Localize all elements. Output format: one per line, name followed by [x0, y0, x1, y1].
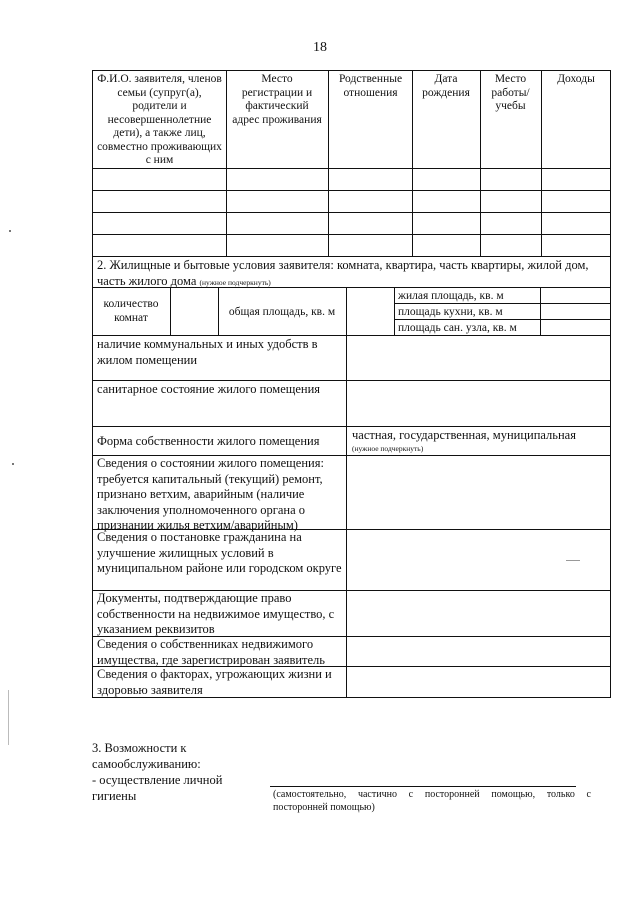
- registration-label: Сведения о постановке гражданина на улучшение жилищных условий в муниципальном районе или городском округе: [97, 530, 342, 575]
- answer-line: [270, 786, 576, 787]
- housing-section-title: 2. Жилищные и бытовые условия заявителя: комната, квартира, часть квартиры, жилой дом, часть жилого дома (нужное подчеркнуть): [97, 258, 589, 288]
- header-birthdate: Дата рождения: [422, 73, 470, 99]
- ownership-note: (нужное подчеркнуть): [352, 444, 424, 453]
- header-fio: Ф.И.О. заявителя, членов семьи (супруг(а), родители и несовершеннолетние дети), а также лиц, совместно проживающих с ним: [97, 73, 222, 166]
- ownership-options: частная, государственная, муниципальная: [352, 428, 576, 442]
- header-work: Место работы/ учебы: [491, 73, 530, 112]
- rooms-label: количество комнат: [103, 298, 159, 324]
- header-relation: Родственные отношения: [338, 73, 403, 99]
- ownership-label: Форма собственности жилого помещения: [97, 434, 320, 448]
- kitchen-area-label: площадь кухни, кв. м: [398, 306, 503, 318]
- total-area-label: общая площадь, кв. м: [228, 306, 336, 318]
- condition-label: Сведения о состоянии жилого помещения: требуется капитальный (текущий) ремонт, признано ветхим, аварийным (наличие заключения уполномоченного органа о признании жилья ветхим/аварийным): [97, 456, 324, 532]
- scan-mark: [566, 560, 580, 561]
- self-service-hint: (самостоятельно, частично с посторонней помощью, только с посторонней помощью): [273, 789, 591, 813]
- sanitary-label: санитарное состояние жилого помещения: [97, 382, 321, 396]
- self-service-title: 3. Возможности к самообслуживанию:: [92, 741, 201, 771]
- scan-mark: [8, 690, 9, 745]
- page-number: 18: [313, 40, 327, 55]
- header-income: Доходы: [557, 73, 595, 85]
- utilities-label: наличие коммунальных и иных удобств в жилом помещении: [97, 337, 318, 367]
- owners-label: Сведения о собственниках недвижимого имущества, где зарегистрирован заявитель: [97, 637, 325, 667]
- factors-label: Сведения о факторах, угрожающих жизни и здоровью заявителя: [97, 667, 332, 697]
- living-area-label: жилая площадь, кв. м: [398, 290, 504, 302]
- header-address: Место регистрации и фактический адрес проживания: [232, 73, 322, 126]
- self-service-item: - осуществление личной гигиены: [92, 773, 223, 803]
- scan-mark: [9, 230, 11, 232]
- bathroom-area-label: площадь сан. узла, кв. м: [398, 322, 517, 334]
- documents-label: Документы, подтверждающие право собственности на недвижимое имущество, с указанием реквизитов: [97, 591, 335, 636]
- scan-mark: [12, 463, 14, 465]
